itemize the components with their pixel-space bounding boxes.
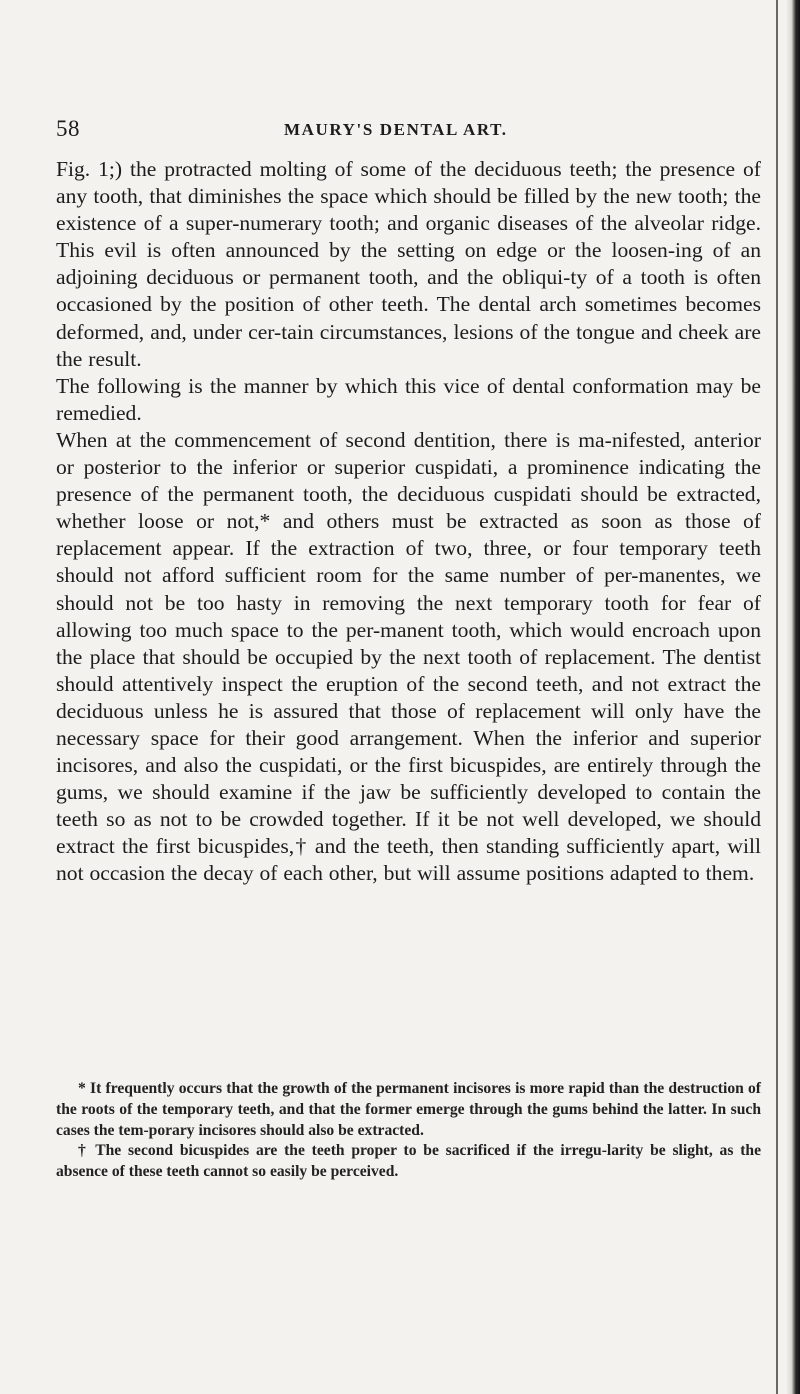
running-head: MAURY'S DENTAL ART. — [284, 120, 508, 139]
paragraph-1: Fig. 1;) the protracted molting of some of the deciduous teeth; the presence of any tooth, that diminishes the space which should be filled by the new tooth; the existence of a super-numerary tooth; and organic diseases of the alveolar ridge. This evil is often announced by the setting on edge or the loosen-ing of an adjoining deciduous or permanent tooth, and the obliqui-ty of a tooth is often occasioned by the position of other teeth. The dental arch sometimes becomes deformed, and, under cer-tain circumstances, lesions of the tongue and cheek are the result. — [56, 157, 761, 371]
footnote-1: * It frequently occurs that the growth of the permanent incisores is more rapid than the destruction of the roots of the temporary teeth, and that the former emerge through the gums behind the latter. In such cases the tem-porary incisores should also be extracted. — [56, 1080, 761, 1139]
footnotes — [56, 1079, 761, 1183]
page-number: 58 — [56, 116, 80, 141]
paragraph-2: The following is the manner by which this vice of dental conformation may be remedied. — [56, 373, 761, 425]
footnote-2: † The second bicuspides are the teeth proper to be sacrificed if the irregu-larity be slight, as the absence of these teeth cannot so easily be perceived. — [56, 1142, 761, 1181]
paragraph-3: When at the commencement of second dentition, there is ma-nifested, anterior or posterior to the inferior or superior cuspidati, a prominence indicating the presence of the permanent tooth, the deciduous cuspidati should be extracted, whether loose or not,* and others must be extracted as soon as those of replacement appear. If the extraction of two, three, or four temporary teeth should not afford sufficient room for the same number of per-manentes, we should not be too hasty in removing the next temporary tooth for fear of allowing too much space to the per-manent tooth, which would encroach upon the place that should be occupied by the next tooth of replacement. The dentist should attentively inspect the eruption of the second teeth, and not extract the deciduous unless he is assured that those of replacement will only have the necessary space for their good arrangement. When the inferior and superior incisores, and also the cuspidati, or the first bicuspides, are entirely through the gums, we should examine if the jaw be sufficiently developed to contain the teeth so as not to be crowded together. If it be not well developed, we should extract the first bicuspides,† and the teeth, then standing sufficiently apart, will not occasion the decay of each other, but will assume positions adapted to them. — [56, 427, 761, 886]
page-edge — [786, 0, 800, 1394]
body-text — [56, 156, 761, 888]
page-header — [56, 116, 756, 148]
page-fold-shadow — [776, 0, 778, 1394]
